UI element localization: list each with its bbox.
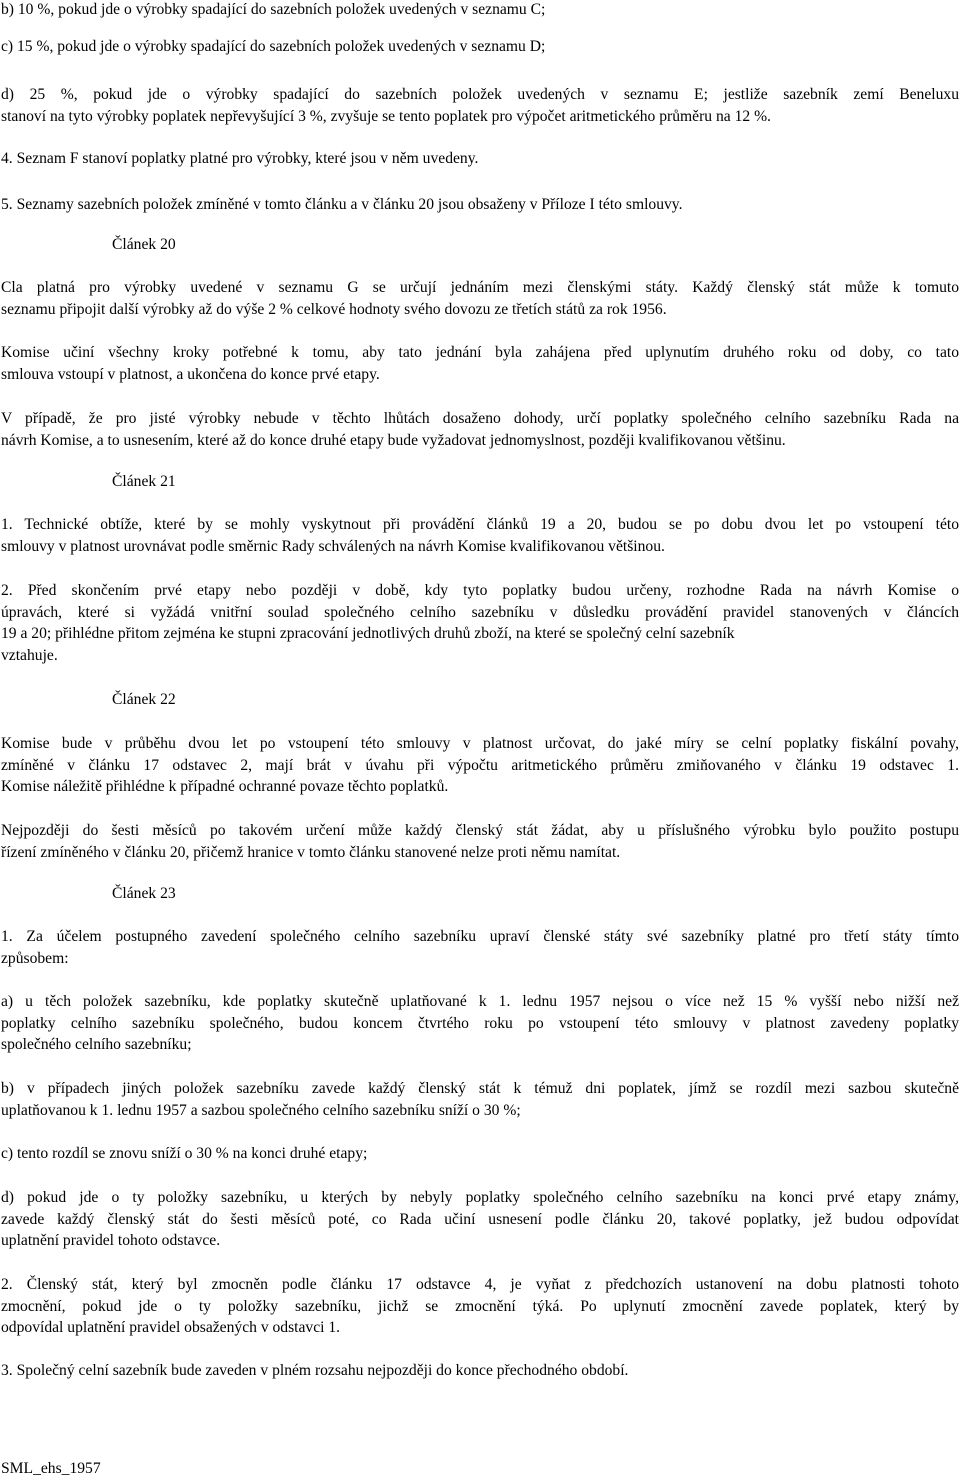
- text-line: vztahuje.: [1, 646, 58, 664]
- article-23-item-a: [1, 991, 959, 1056]
- text-line: řízení zmíněného v článku 20, přičemž hranice v tomto článku stanovené nelze proti němu namítat.: [1, 843, 621, 861]
- text-line: d) 25 %, pokud jde o výrobky spadající do sazebních položek uvedených v seznamu E; jestliže sazebník zemí Beneluxu: [1, 86, 959, 103]
- text-line: 1. Technické obtíže, které by se mohly vyskytnout při provádění článků 19 a 20, budou se po dobu dvou let po vstoupení této: [1, 516, 959, 533]
- article-23-paragraph-2: [1, 1274, 959, 1339]
- text-line: a) u těch položek sazebníku, kde poplatky skutečně uplatňované k 1. lednu 1957 nejsou o více než 15 % vyšší nebo nižší než: [1, 993, 959, 1010]
- text-line: smlouvy v platnost urovnávat podle směrnic Rady schválených na návrh Komise kvalifikovanou většinou.: [1, 537, 665, 555]
- text-line: Nejpozději do šesti měsíců po takovém určení může každý členský stát žádat, aby u příslušného výrobku bylo použito postupu: [1, 822, 959, 839]
- article-heading-23: Článek 23: [112, 885, 176, 902]
- document-footer-label: SML_ehs_1957: [1, 1460, 101, 1477]
- article-heading-20: Článek 20: [112, 236, 176, 253]
- article-21-paragraph-2: [1, 580, 959, 666]
- text-line: b) v případech jiných položek sazebníku zavede každý členský stát k témuž dni poplatek, jímž se rozdíl mezi sazbou skutečně: [1, 1080, 959, 1097]
- paragraph-item-5: [1, 194, 959, 216]
- text-line: V případě, že pro jisté výrobky nebude v těchto lhůtách dosaženo dohody, určí poplatky společného celního sazebníku Rada na: [1, 410, 959, 427]
- text-line: b) 10 %, pokud jde o výrobky spadající do sazebních položek uvedených v seznamu C;: [1, 1, 546, 18]
- text-line: 4. Seznam F stanoví poplatky platné pro výrobky, které jsou v něm uvedeny.: [1, 150, 479, 167]
- article-heading-21: Článek 21: [112, 473, 176, 490]
- paragraph-item-c: [1, 36, 959, 58]
- text-line: zavede každý členský stát do šesti měsíců poté, co Rada učiní usnesení podle článku 20, takové poplatky, jež budou odpovídat: [1, 1210, 959, 1228]
- paragraph-item-d: [1, 84, 959, 127]
- text-line: úpravách, které si vyžádá vnitřní soulad společného celního sazebníku v důsledku provádění pravidel stanovených v článcích: [1, 603, 959, 621]
- text-line: uplatnění pravidel tohoto odstavce.: [1, 1232, 221, 1250]
- article-23-item-c: [1, 1143, 959, 1165]
- text-line: seznamu připojit další výrobky až do výše 2 % celkové hodnoty svého dovozu ze třetích států za rok 1956.: [1, 300, 667, 318]
- article-23-item-d: [1, 1187, 959, 1252]
- article-20-paragraph-3: [1, 408, 959, 451]
- text-line: Komise náležitě přihlédne k případné ochranné povaze těchto poplatků.: [1, 778, 449, 796]
- text-line: Komise učiní všechny kroky potřebné k tomu, aby tato jednání byla zahájena před uplynutím druhého roku od doby, co tato: [1, 344, 959, 361]
- paragraph-item-4: [1, 148, 959, 170]
- text-line: Cla platná pro výrobky uvedené v seznamu G se určují jednáním mezi členskými státy. Každý členský stát může k tomuto: [1, 279, 959, 296]
- text-line: stanoví na tyto výrobky poplatek nepřevyšující 3 %, zvyšuje se tento poplatek pro výpočet aritmetického průměru na 12 %.: [1, 107, 771, 125]
- article-21-paragraph-1: [1, 514, 959, 557]
- text-line: návrh Komise, a to usnesením, které až do konce druhé etapy bude vyžadovat jednomyslnost, později kvalifikovanou většinu.: [1, 431, 786, 449]
- text-line: 3. Společný celní sazebník bude zaveden v plném rozsahu nejpozději do konce přechodného období.: [1, 1362, 629, 1379]
- text-line: uplatňovanou k 1. lednu 1957 a sazbou společného celního sazebníku sníží o 30 %;: [1, 1101, 521, 1119]
- text-line: c) tento rozdíl se znovu sníží o 30 % na konci druhé etapy;: [1, 1145, 368, 1162]
- text-line: zmocnění, pokud jde o ty položky sazebníku, jichž se zmocnění týká. Po uplynutí zmocnění zavede poplatek, který by: [1, 1297, 959, 1315]
- text-line: 19 a 20; přihlédne přitom zejména ke stupni zpracování jednotlivých druhů zboží, na které se společný celní sazebník: [1, 625, 735, 643]
- text-line: 5. Seznamy sazebních položek zmíněné v tomto článku a v článku 20 jsou obsaženy v Příloze I této smlouvy.: [1, 196, 683, 213]
- article-23-item-b: [1, 1078, 959, 1121]
- text-line: společného celního sazebníku;: [1, 1036, 192, 1054]
- article-23-paragraph-3: [1, 1360, 959, 1382]
- text-line: odpovídal uplatnění pravidel obsažených v odstavci 1.: [1, 1319, 341, 1337]
- text-line: c) 15 %, pokud jde o výrobky spadající do sazebních položek uvedených v seznamu D;: [1, 38, 546, 55]
- article-22-paragraph-1: [1, 733, 959, 798]
- article-20-paragraph-1: [1, 277, 959, 320]
- text-line: způsobem:: [1, 949, 69, 967]
- text-line: smlouva vstoupí v platnost, a ukončena do konce prvé etapy.: [1, 365, 380, 383]
- article-heading-22: Článek 22: [112, 691, 176, 708]
- text-line: 1. Za účelem postupného zavedení společného celního sazebníku upraví členské státy své sazebníky platné pro třetí státy tímto: [1, 928, 959, 945]
- article-20-paragraph-2: [1, 342, 959, 385]
- text-line: d) pokud jde o ty položky sazebníku, u kterých by nebyly poplatky společného celního sazebníku na konci prvé etapy známy,: [1, 1189, 959, 1206]
- text-line: poplatky celního sazebníku společného, budou koncem čtvrtého roku po vstoupení této smlouvy v platnost zavedeny poplatky: [1, 1014, 959, 1032]
- text-line: 2. Před skončením prvé etapy nebo později v době, kdy tyto poplatky budou určeny, rozhodne Rada na návrh Komise o: [1, 582, 959, 599]
- text-line: zmíněné v článku 17 odstavec 2, mají brát v úvahu při výpočtu aritmetického průměru zmiňovaného v článku 19 odstavec 1.: [1, 756, 959, 774]
- text-line: 2. Členský stát, který byl zmocněn podle článku 17 odstavce 4, je vyňat z předchozích ustanovení na dobu platnosti tohoto: [1, 1276, 959, 1293]
- article-22-paragraph-2: [1, 820, 959, 863]
- paragraph-item-b: [1, 0, 959, 21]
- article-23-paragraph-1: [1, 926, 959, 969]
- text-line: Komise bude v průběhu dvou let po vstoupení této smlouvy v platnost určovat, do jaké míry se celní poplatky fiskální povahy,: [1, 735, 959, 752]
